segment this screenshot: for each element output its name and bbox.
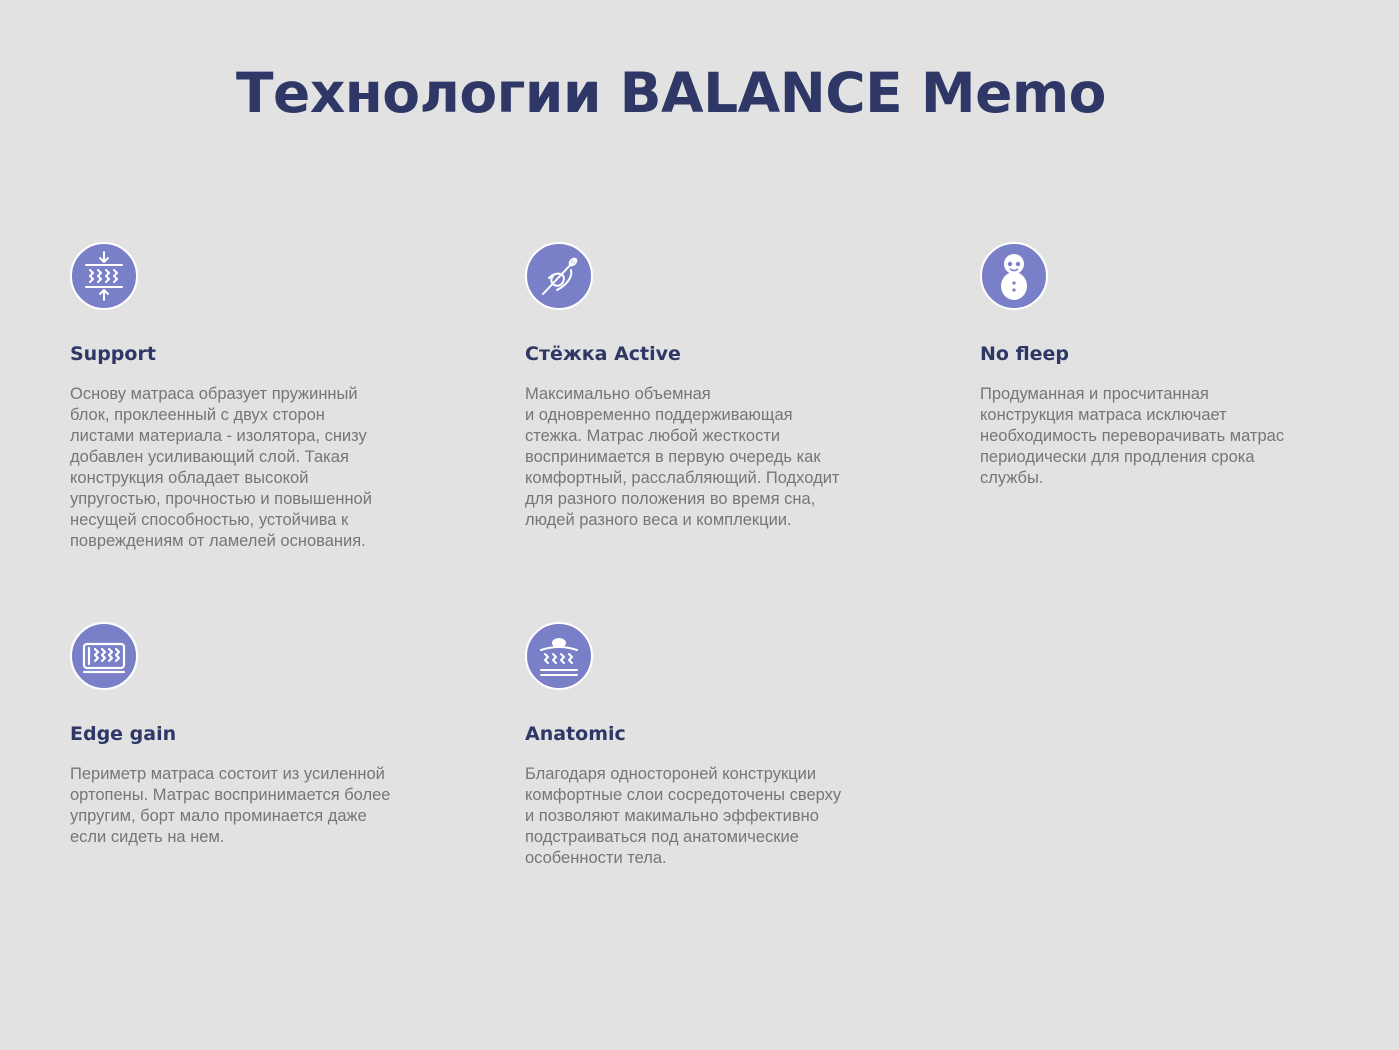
spring-block-compression-icon bbox=[70, 242, 138, 310]
feature-description: Благодаря одностороней конструкции комфортные слои сосредоточены сверху и позволяют макимально эффективно подстраиваться под анатомические особенности тела. bbox=[525, 765, 842, 867]
feature-description: Периметр матраса состоит из усиленной ортопены. Матрас воспринимается более упругим, борт мало проминается даже если сидеть на нем. bbox=[70, 765, 391, 846]
mattress-edge-icon bbox=[70, 622, 138, 690]
roly-poly-doll-icon bbox=[980, 242, 1048, 310]
feature-title: Anatomic bbox=[525, 723, 626, 745]
anatomic-mattress-icon bbox=[525, 622, 593, 690]
feature-edge-gain bbox=[70, 622, 450, 848]
feature-title: No fleep bbox=[980, 343, 1070, 365]
feature-description: Максимально объемная и одновременно поддерживающая стежка. Матрас любой жесткости воспринимается в первую очередь как комфортный, расслабляющий. Подходит для разного положения во время сна, людей разного веса и комплекции. bbox=[525, 385, 840, 529]
feature-no-fleep bbox=[980, 242, 1360, 489]
feature-title: Edge gain bbox=[70, 723, 177, 745]
feature-description: Продуманная и просчитанная конструкция матраса исключает необходимость переворачивать матрас периодически для продления срока службы. bbox=[980, 385, 1285, 487]
feature-support bbox=[70, 242, 450, 552]
page-title: Технологии BALANCE Memo bbox=[236, 61, 1106, 125]
feature-description: Основу матраса образует пружинный блок, проклеенный с двух сторон листами материала - изолятора, снизу добавлен усиливающий слой. Такая конструкция обладает высокой упругостью, прочностью и повышенной несущей способностью, устойчива к повреждениям от ламелей основания. bbox=[70, 385, 372, 550]
feature-stitch-active bbox=[525, 242, 905, 531]
needle-stitch-icon bbox=[525, 242, 593, 310]
feature-title: Support bbox=[70, 343, 156, 365]
feature-title: Стёжка Active bbox=[525, 343, 681, 365]
feature-anatomic bbox=[525, 622, 905, 869]
